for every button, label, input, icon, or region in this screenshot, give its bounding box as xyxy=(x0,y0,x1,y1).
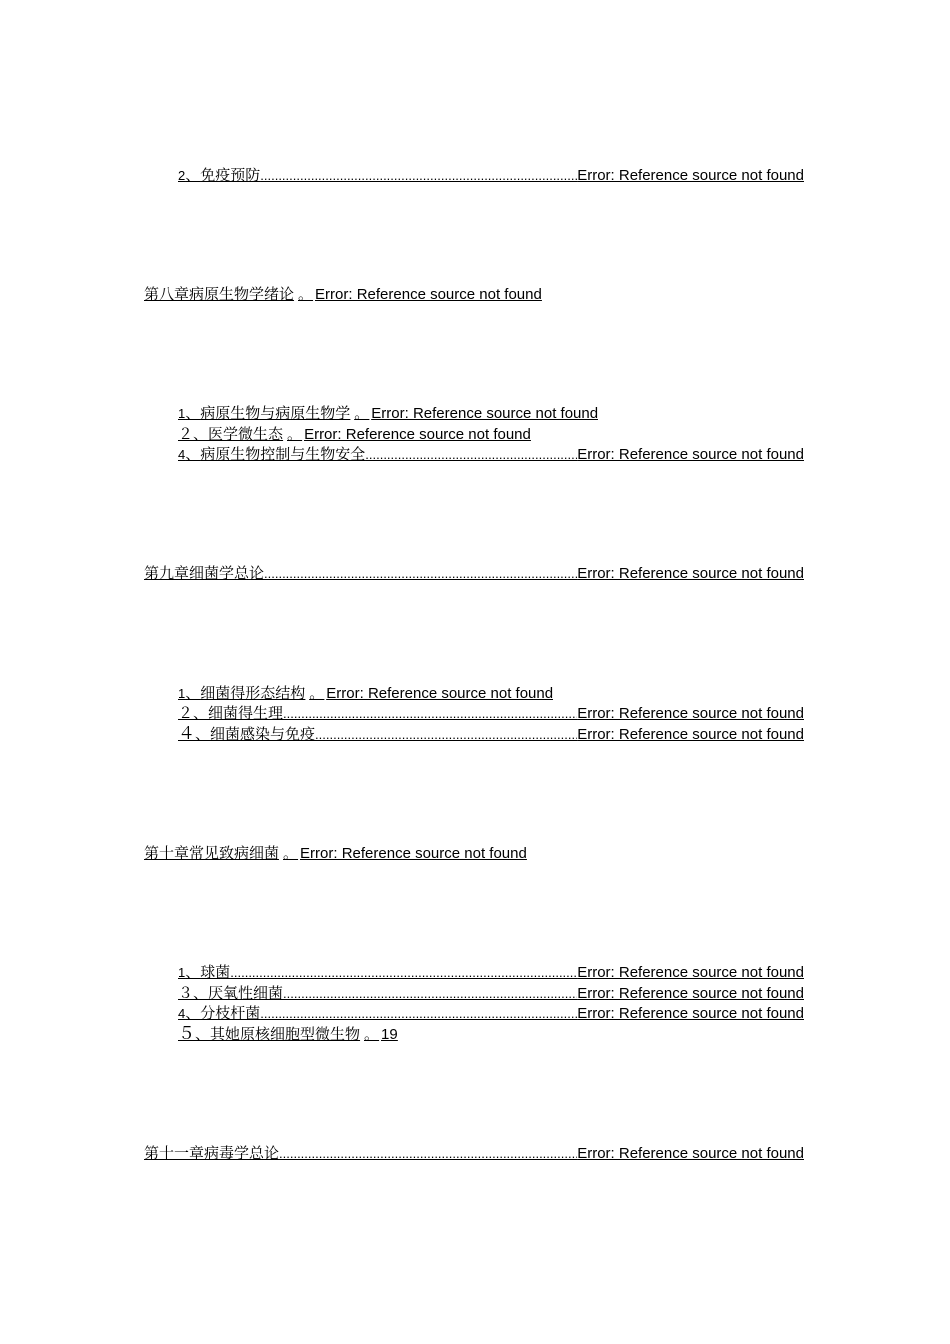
toc-page-number: 19 xyxy=(381,1026,398,1043)
toc-entry[interactable] xyxy=(178,984,804,1003)
toc-entry-title: 第十一章病毒学总论 xyxy=(144,1145,280,1162)
toc-entry-label xyxy=(178,685,305,703)
toc-page-reference: Error: Reference source not found xyxy=(577,1005,804,1022)
toc-entry-number: ４ xyxy=(178,725,195,743)
toc-entry-label xyxy=(178,167,260,185)
toc-entry-number: 2 xyxy=(178,168,186,183)
toc-dot-leader xyxy=(365,446,577,464)
toc-entry-number: 1 xyxy=(178,686,186,701)
toc-entry-number: ５ xyxy=(178,1025,195,1043)
toc-entry[interactable] xyxy=(178,1004,804,1023)
toc-entry-label xyxy=(178,985,283,1003)
toc-entry-title: 厌氧性细菌 xyxy=(208,985,284,1002)
toc-page-reference: Error: Reference source not found xyxy=(577,726,804,743)
toc-entry-title: 细菌得形态结构 xyxy=(200,685,306,702)
toc-entry-number-separator: 、 xyxy=(185,167,201,184)
toc-entry[interactable] xyxy=(178,166,804,185)
toc-entry-number-separator: 、 xyxy=(193,985,209,1002)
toc-entry[interactable] xyxy=(178,725,804,744)
toc-page-reference: Error: Reference source not found xyxy=(577,705,804,722)
toc-entry-label xyxy=(178,1025,360,1044)
toc-entry-separator: 。 xyxy=(283,845,299,862)
toc-entry-title: 病原生物与病原生物学 xyxy=(200,405,351,422)
toc-entry-number: 4 xyxy=(178,447,186,462)
toc-entry[interactable] xyxy=(178,963,804,982)
toc-chapter-entry[interactable] xyxy=(144,844,527,863)
toc-dot-leader xyxy=(260,167,577,185)
toc-dot-leader xyxy=(260,1005,577,1023)
toc-entry-separator: 。 xyxy=(287,426,303,443)
toc-chapter-entry[interactable] xyxy=(144,564,804,583)
toc-page-reference: Error: Reference source not found xyxy=(304,426,531,443)
toc-entry-label xyxy=(178,446,365,464)
toc-dot-leader xyxy=(283,985,577,1003)
toc-entry-number: ２ xyxy=(178,705,194,722)
toc-entry-number: 1 xyxy=(178,406,186,421)
toc-dot-leader xyxy=(230,964,577,982)
toc-entry-title: 球菌 xyxy=(200,964,231,981)
toc-entry-title: 病原生物控制与生物安全 xyxy=(200,446,366,463)
toc-page-reference: Error: Reference source not found xyxy=(577,565,804,582)
toc-page-reference: Error: Reference source not found xyxy=(577,985,804,1002)
toc-entry[interactable] xyxy=(178,404,598,423)
toc-entry[interactable] xyxy=(178,445,804,464)
toc-entry-label xyxy=(178,964,230,982)
toc-entry-separator: 。 xyxy=(309,685,325,702)
toc-entry-title: 第十章常见致病细菌 xyxy=(144,845,280,862)
toc-entry-number: 1 xyxy=(178,965,186,980)
toc-entry-number-separator: 、 xyxy=(195,726,211,743)
toc-entry-separator: 。 xyxy=(354,405,370,422)
toc-entry-number-separator: 、 xyxy=(185,405,201,422)
toc-entry-title: 分枝杆菌 xyxy=(200,1005,261,1022)
toc-entry[interactable] xyxy=(178,684,553,703)
toc-entry[interactable] xyxy=(178,1025,398,1044)
toc-entry-number: ３ xyxy=(178,985,194,1002)
toc-entry-label xyxy=(178,405,350,423)
toc-entry-title: 第八章病原生物学绪论 xyxy=(144,286,295,303)
toc-chapter-entry[interactable] xyxy=(144,285,542,304)
toc-entry-number-separator: 、 xyxy=(185,446,201,463)
toc-chapter-entry[interactable] xyxy=(144,1144,804,1163)
toc-entry-number-separator: 、 xyxy=(185,1005,201,1022)
toc-page-reference: Error: Reference source not found xyxy=(315,286,542,303)
toc-page-reference: Error: Reference source not found xyxy=(577,1145,804,1162)
toc-entry-label xyxy=(178,426,283,444)
toc-entry-number-separator: 、 xyxy=(185,685,201,702)
toc-entry-title: 免疫预防 xyxy=(200,167,261,184)
toc-dot-leader xyxy=(264,565,577,583)
toc-dot-leader xyxy=(279,1145,577,1163)
toc-entry-title: 细菌得生理 xyxy=(208,705,284,722)
toc-entry-separator: 。 xyxy=(364,1026,380,1043)
toc-page-reference: Error: Reference source not found xyxy=(300,845,527,862)
toc-entry-title: 细菌感染与免疫 xyxy=(210,726,316,743)
toc-entry-title: 医学微生态 xyxy=(208,426,284,443)
toc-entry-label xyxy=(178,725,315,744)
toc-entry-label xyxy=(178,705,283,723)
toc-entry-number-separator: 、 xyxy=(193,426,209,443)
toc-entry[interactable] xyxy=(178,704,804,723)
toc-entry-label xyxy=(178,1005,260,1023)
toc-dot-leader xyxy=(283,705,577,723)
toc-dot-leader xyxy=(315,726,577,744)
toc-entry-number-separator: 、 xyxy=(185,964,201,981)
toc-page-reference: Error: Reference source not found xyxy=(326,685,554,702)
toc-entry-title: 其她原核细胞型微生物 xyxy=(210,1026,361,1043)
toc-page-reference: Error: Reference source not found xyxy=(371,405,599,422)
toc-page-reference: Error: Reference source not found xyxy=(577,964,804,981)
toc-page-reference: Error: Reference source not found xyxy=(577,446,804,463)
toc-entry[interactable] xyxy=(178,425,531,444)
toc-entry-separator: 。 xyxy=(298,286,314,303)
toc-entry-title: 第九章细菌学总论 xyxy=(144,565,265,582)
toc-entry-number-separator: 、 xyxy=(193,705,209,722)
toc-entry-number: ２ xyxy=(178,426,194,443)
toc-page-reference: Error: Reference source not found xyxy=(577,167,804,184)
toc-entry-number-separator: 、 xyxy=(195,1026,211,1043)
toc-entry-number: 4 xyxy=(178,1006,186,1021)
